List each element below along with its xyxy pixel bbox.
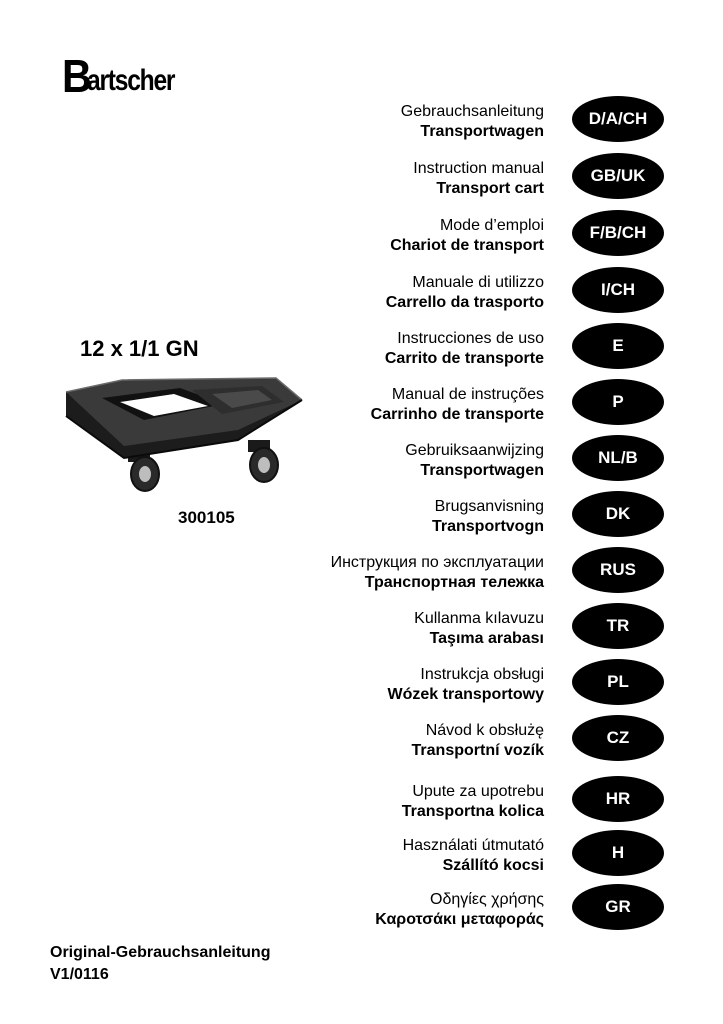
manual-entry [270,329,690,381]
language-badge: GB/UK [572,153,664,199]
manual-title: Kullanma kılavuzu [414,610,544,627]
manual-title: Manual de instruções [391,386,544,403]
manual-entry [270,665,690,717]
logo-initial: B [62,50,91,102]
model-designation: 12 x 1/1 GN [80,336,199,361]
product-name: Carrito de transporte [384,350,544,367]
language-badge: NL/B [572,435,664,481]
language-badge: P [572,379,664,425]
manual-title: Instrucciones de uso [397,330,544,347]
product-name: Καροτσάκι μεταφοράς [375,911,544,928]
manual-entry [270,782,690,834]
manual-entry [270,102,690,154]
product-name: Transportna kolica [401,803,544,820]
manual-title: Gebrauchsanleitung [400,103,544,120]
language-badge: DK [572,491,664,537]
article-number: 300105 [178,508,235,527]
manual-entry [270,273,690,325]
language-badge: RUS [572,547,664,593]
manual-entry [270,890,690,942]
product-name: Carrello da trasporto [385,294,544,311]
version-label: V1/0116 [50,966,109,983]
manual-entry [270,441,690,493]
original-manual-label: Original-Gebrauchsanleitung [50,944,271,961]
product-name: Carrinho de transporte [370,406,544,423]
language-badge: TR [572,603,664,649]
manual-title: Brugsanvisning [434,498,544,515]
language-badge: I/CH [572,267,664,313]
manual-title: Mode d’emploi [439,217,544,234]
product-name: Chariot de transport [390,237,544,254]
brand-logo [62,48,194,102]
product-name: Транспортная тележка [364,574,544,591]
manual-entry [270,609,690,661]
product-name: Szállító kocsi [442,857,544,874]
manual-title: Upute za upotrebu [412,783,544,800]
manual-title: Instruction manual [413,160,544,177]
manual-entry [270,216,690,268]
manual-entry [270,159,690,211]
manual-title: Gebruiksaanwijzing [405,442,544,459]
manual-title: Instrukcja obsługi [420,666,544,683]
manual-entry [270,553,690,605]
manual-entry [270,497,690,549]
language-badge: H [572,830,664,876]
product-name: Transportwagen [420,123,544,140]
manual-entry [270,721,690,773]
product-name: Transportwagen [420,462,544,479]
language-badge: GR [572,884,664,930]
logo-wordmark: artscher [87,64,175,97]
manual-entry [270,385,690,437]
manual-entry [270,836,690,888]
product-name: Transportní vozík [411,742,544,759]
manual-title: Οδηγίες χρήσης [430,891,544,908]
manual-title: Manuale di utilizzo [412,274,544,291]
product-name: Wózek transportowy [387,686,544,703]
language-badge: D/A/CH [572,96,664,142]
language-badge: E [572,323,664,369]
manual-title: Návod k obsłużę [425,722,544,739]
product-name: Transport cart [436,180,544,197]
language-badge: F/B/CH [572,210,664,256]
manual-title: Инструкция по эксплуатации [330,554,544,571]
document-footer [50,942,270,986]
product-name: Transportvogn [431,518,544,535]
product-name: Taşıma arabası [429,630,544,647]
manual-title: Használati útmutató [402,837,544,854]
language-badge: CZ [572,715,664,761]
language-badge: PL [572,659,664,705]
language-badge: HR [572,776,664,822]
